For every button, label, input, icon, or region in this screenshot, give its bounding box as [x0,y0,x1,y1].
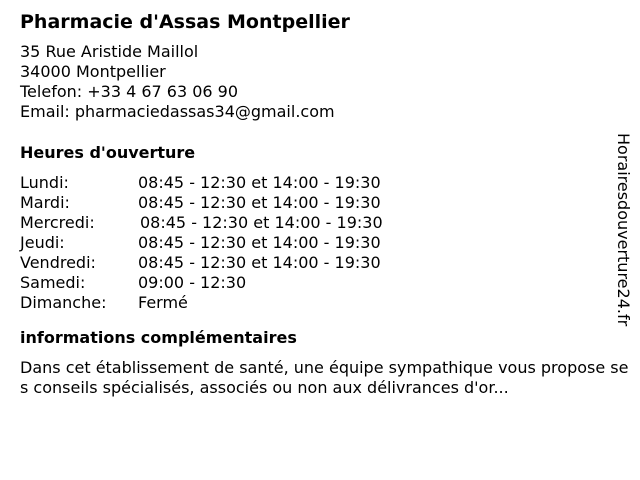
day-hours: 08:45 - 12:30 et 14:00 - 19:30 [138,233,381,252]
additional-info-heading: informations complémentaires [20,328,297,347]
phone-number: Telefon: +33 4 67 63 06 90 [20,82,239,101]
day-hours: 08:45 - 12:30 et 14:00 - 19:30 [138,173,381,192]
hours-row-thursday [20,233,620,253]
day-hours: 08:45 - 12:30 et 14:00 - 19:30 [138,253,381,272]
day-hours: 08:45 - 12:30 et 14:00 - 19:30 [140,213,383,232]
email-address: Email: pharmaciedassas34@gmail.com [20,102,335,121]
day-label: Lundi: [20,173,69,192]
hours-row-monday [20,173,620,193]
day-label: Mardi: [20,193,70,212]
day-label: Dimanche: [20,293,107,312]
day-label: Vendredi: [20,253,96,272]
opening-hours-heading: Heures d'ouverture [20,143,196,162]
hours-row-sunday [20,293,620,313]
hours-row-tuesday [20,193,620,213]
day-label: Samedi: [20,273,86,292]
site-credit-text: Horairesdouverture24.fr [614,133,633,327]
day-hours: 09:00 - 12:30 [138,273,247,292]
day-label: Jeudi: [20,233,65,252]
address-block [20,42,620,122]
hours-row-wednesday [20,213,620,233]
site-credit [612,133,634,348]
city-postcode: 34000 Montpellier [20,62,166,81]
additional-info-text: Dans cet établissement de santé, une équipe sympathique vous propose ses conseils spécialisés, associés ou non aux délivrances d'or... [20,358,629,397]
day-hours: Fermé [138,293,188,312]
pharmacy-name: Pharmacie d'Assas Montpellier [20,11,350,33]
hours-row-friday [20,253,620,273]
opening-hours-table [20,173,620,313]
day-label: Mercredi: [20,213,95,232]
street-address: 35 Rue Aristide Maillol [20,42,199,61]
hours-row-saturday [20,273,620,293]
day-hours: 08:45 - 12:30 et 14:00 - 19:30 [138,193,381,212]
